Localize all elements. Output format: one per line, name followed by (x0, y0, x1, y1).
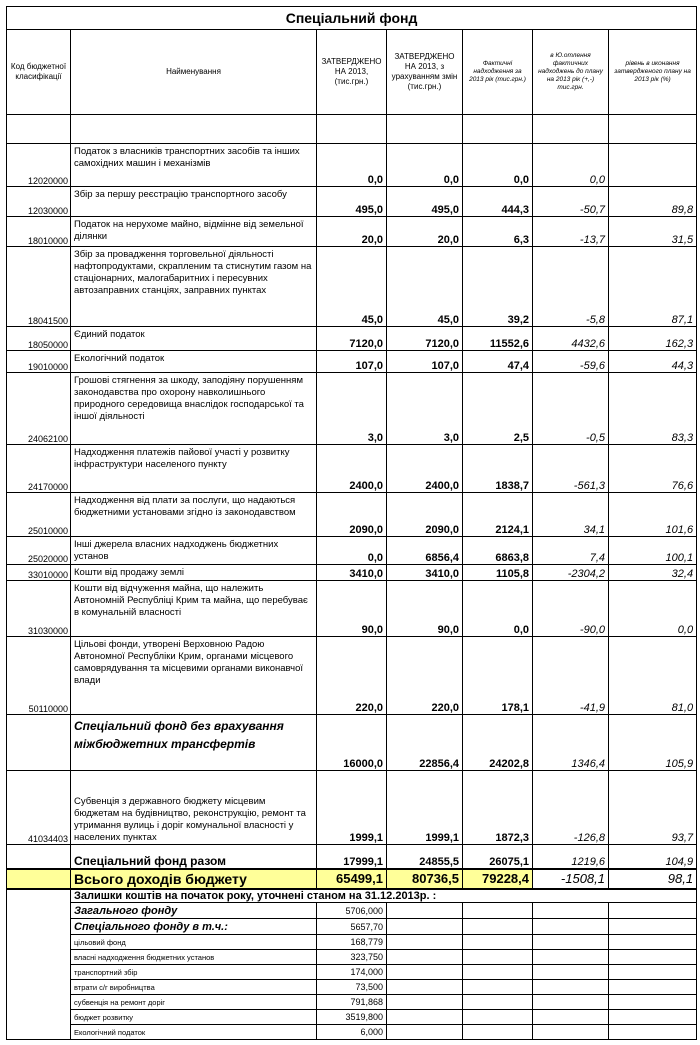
subtotal-row (7, 715, 697, 771)
table-row (7, 581, 697, 637)
balance-general-value: 5706,000 (317, 903, 387, 919)
row-approved-changes: 6856,4 (387, 537, 463, 565)
subvention-name: Субвенція з державного бюджету місцевим бюджетам на будівництво, реконструкцію, ремонт та утримання вулиць і доріг комунальної власності у населених пунктах (71, 771, 317, 845)
row-code: 18050000 (7, 327, 71, 351)
special-fund-sheet (6, 6, 696, 1040)
header-actual: Фактичні надходження за 2013 рік (тис.грн.) (463, 30, 533, 115)
grand-total-row (7, 869, 697, 889)
special-total-approved-changes: 24855,5 (387, 845, 463, 869)
balance-item-value: 73,500 (317, 980, 387, 995)
row-approved: 0,0 (317, 144, 387, 187)
balance-item-label: бюджет розвитку (71, 1010, 317, 1025)
balance-item-row (7, 965, 697, 980)
row-name: Екологічний податок (71, 351, 317, 373)
table-row (7, 351, 697, 373)
row-deviation: -2304,2 (533, 565, 609, 581)
table-title: Спеціальний фонд (7, 7, 697, 30)
balance-item-value: 174,000 (317, 965, 387, 980)
subvention-approved-changes: 1999,1 (387, 771, 463, 845)
row-level: 0,0 (609, 581, 697, 637)
row-actual: 2124,1 (463, 493, 533, 537)
balance-special-label: Спеціального фонду в т.ч.: (71, 919, 317, 935)
subvention-code: 41034403 (7, 771, 71, 845)
row-approved-changes: 2400,0 (387, 445, 463, 493)
special-total-name: Спеціальний фонд разом (71, 845, 317, 869)
subvention-deviation: -126,8 (533, 771, 609, 845)
header-approved: ЗАТВЕРДЖЕНО НА 2013, (тис.грн.) (317, 30, 387, 115)
grand-total-name: Всього доходів бюджету (71, 869, 317, 889)
row-actual: 444,3 (463, 187, 533, 217)
row-name: Збір за першу реєстрацію транспортного засобу (71, 187, 317, 217)
balance-item-row (7, 995, 697, 1010)
table-row (7, 187, 697, 217)
table-row (7, 247, 697, 327)
row-deviation: -90,0 (533, 581, 609, 637)
row-actual: 0,0 (463, 144, 533, 187)
row-deviation: -5,8 (533, 247, 609, 327)
row-level: 89,8 (609, 187, 697, 217)
subvention-approved: 1999,1 (317, 771, 387, 845)
row-deviation: 34,1 (533, 493, 609, 537)
row-level (609, 144, 697, 187)
row-approved: 220,0 (317, 637, 387, 715)
row-name: Цільові фонди, утворені Верховною Радою Автономної Республіки Крим, органами місцевого самоврядування та місцевими органами виконавчої влади (71, 637, 317, 715)
spacer-row (7, 115, 697, 144)
row-name: Податок з власників транспортних засобів та інших самохідних машин і механізмів (71, 144, 317, 187)
balance-item-row (7, 980, 697, 995)
row-actual: 178,1 (463, 637, 533, 715)
row-level: 44,3 (609, 351, 697, 373)
row-code: 33010000 (7, 565, 71, 581)
balance-item-label: транспортний збір (71, 965, 317, 980)
row-approved: 2090,0 (317, 493, 387, 537)
row-level: 100,1 (609, 537, 697, 565)
row-level: 87,1 (609, 247, 697, 327)
row-level: 83,3 (609, 373, 697, 445)
grand-total-approved: 65499,1 (317, 869, 387, 889)
table-row (7, 637, 697, 715)
balance-general-label: Загального фонду (71, 903, 317, 919)
row-name: Єдиний податок (71, 327, 317, 351)
balances-heading: Залишки коштів на початок року, уточнені станом на 31.12.2013р. : (71, 889, 697, 903)
balance-item-row (7, 950, 697, 965)
header-name: Найменування (71, 30, 317, 115)
row-name: Податок на нерухоме майно, відмінне від земельної ділянки (71, 217, 317, 247)
grand-total-deviation: -1508,1 (533, 869, 609, 889)
balances-heading-row (7, 889, 697, 903)
row-code: 19010000 (7, 351, 71, 373)
table-row (7, 537, 697, 565)
balance-item-row (7, 935, 697, 950)
row-approved: 3410,0 (317, 565, 387, 581)
table-row (7, 217, 697, 247)
balance-item-label: цільовий фонд (71, 935, 317, 950)
row-deviation: 0,0 (533, 144, 609, 187)
balance-item-value: 791,868 (317, 995, 387, 1010)
row-code: 50110000 (7, 637, 71, 715)
row-approved-changes: 0,0 (387, 144, 463, 187)
balance-item-value: 3519,800 (317, 1010, 387, 1025)
row-approved: 3,0 (317, 373, 387, 445)
row-code: 18041500 (7, 247, 71, 327)
row-approved: 495,0 (317, 187, 387, 217)
row-actual: 39,2 (463, 247, 533, 327)
grand-total-level: 98,1 (609, 869, 697, 889)
header-approved-changes: ЗАТВЕРДЖЕНО НА 2013, з урахуванням змін (тис.грн.) (387, 30, 463, 115)
row-approved-changes: 20,0 (387, 217, 463, 247)
row-actual: 1838,7 (463, 445, 533, 493)
header-level: рівень в иконання затвердженого плану на 2013 рік (%) (609, 30, 697, 115)
balance-general-row (7, 903, 697, 919)
row-approved: 107,0 (317, 351, 387, 373)
grand-total-actual: 79228,4 (463, 869, 533, 889)
table-row (7, 493, 697, 537)
row-actual: 2,5 (463, 373, 533, 445)
row-approved-changes: 3,0 (387, 373, 463, 445)
row-approved-changes: 3410,0 (387, 565, 463, 581)
header-deviation: в Ю.отлення фактичних надходжень до плану на 2013 рік (+,-) тис.грн. (533, 30, 609, 115)
table-row (7, 327, 697, 351)
row-name: Грошові стягнення за шкоду, заподіяну порушенням законодавства про охорону навколишнього природного середовища внаслідок господарської та іншої діяльності (71, 373, 317, 445)
row-approved-changes: 7120,0 (387, 327, 463, 351)
row-code: 31030000 (7, 581, 71, 637)
header-code: Код бюджетної класифікації (7, 30, 71, 115)
table-row (7, 445, 697, 493)
title-row (7, 7, 697, 30)
row-actual: 1105,8 (463, 565, 533, 581)
table-row (7, 565, 697, 581)
row-approved-changes: 107,0 (387, 351, 463, 373)
row-actual: 11552,6 (463, 327, 533, 351)
row-deviation: -0,5 (533, 373, 609, 445)
subvention-level: 93,7 (609, 771, 697, 845)
balance-item-row (7, 1025, 697, 1040)
row-actual: 6863,8 (463, 537, 533, 565)
header-row (7, 30, 697, 115)
balance-special-row (7, 919, 697, 935)
row-name: Надходження платежів пайової участі у розвитку інфраструктури населеного пункту (71, 445, 317, 493)
row-approved-changes: 495,0 (387, 187, 463, 217)
row-approved-changes: 45,0 (387, 247, 463, 327)
row-level: 101,6 (609, 493, 697, 537)
balance-special-value: 5657,70 (317, 919, 387, 935)
subtotal-deviation: 1346,4 (533, 715, 609, 771)
row-name: Збір за провадження торговельної діяльності нафтопродуктами, скрапленим та стиснутим газом на стаціонарних, малогабаритних і пересувних автозаправних станціях, заправних пунктах (71, 247, 317, 327)
balance-item-value: 6,000 (317, 1025, 387, 1040)
row-name: Інші джерела власних надходжень бюджетних установ (71, 537, 317, 565)
special-total-actual: 26075,1 (463, 845, 533, 869)
row-approved-changes: 90,0 (387, 581, 463, 637)
row-approved: 0,0 (317, 537, 387, 565)
row-code: 12030000 (7, 187, 71, 217)
row-code: 25010000 (7, 493, 71, 537)
row-level: 76,6 (609, 445, 697, 493)
subtotal-level: 105,9 (609, 715, 697, 771)
row-level: 162,3 (609, 327, 697, 351)
row-code: 18010000 (7, 217, 71, 247)
row-level: 31,5 (609, 217, 697, 247)
balance-item-label: субвенція на ремонт доріг (71, 995, 317, 1010)
row-level: 81,0 (609, 637, 697, 715)
subtotal-actual: 24202,8 (463, 715, 533, 771)
row-approved-changes: 220,0 (387, 637, 463, 715)
subtotal-name: Спеціальний фонд без врахування міжбюджетних трансфертів (71, 715, 317, 771)
row-deviation: 4432,6 (533, 327, 609, 351)
row-deviation: 7,4 (533, 537, 609, 565)
balance-item-label: власні надходження бюджетних установ (71, 950, 317, 965)
subvention-row (7, 771, 697, 845)
row-approved: 7120,0 (317, 327, 387, 351)
row-approved-changes: 2090,0 (387, 493, 463, 537)
row-name: Кошти від продажу землі (71, 565, 317, 581)
row-actual: 0,0 (463, 581, 533, 637)
row-deviation: -50,7 (533, 187, 609, 217)
balance-item-row (7, 1010, 697, 1025)
subvention-actual: 1872,3 (463, 771, 533, 845)
row-code: 24170000 (7, 445, 71, 493)
row-deviation: -561,3 (533, 445, 609, 493)
balance-item-value: 323,750 (317, 950, 387, 965)
row-deviation: -13,7 (533, 217, 609, 247)
row-approved: 20,0 (317, 217, 387, 247)
row-approved: 90,0 (317, 581, 387, 637)
row-code: 24062100 (7, 373, 71, 445)
row-actual: 6,3 (463, 217, 533, 247)
table-row (7, 373, 697, 445)
row-level: 32,4 (609, 565, 697, 581)
special-total-row (7, 845, 697, 869)
row-code: 25020000 (7, 537, 71, 565)
row-code: 12020000 (7, 144, 71, 187)
row-deviation: -59,6 (533, 351, 609, 373)
special-total-deviation: 1219,6 (533, 845, 609, 869)
row-approved: 2400,0 (317, 445, 387, 493)
table-row (7, 144, 697, 187)
special-fund-table (6, 6, 697, 1040)
special-total-approved: 17999,1 (317, 845, 387, 869)
subtotal-approved-changes: 22856,4 (387, 715, 463, 771)
row-deviation: -41,9 (533, 637, 609, 715)
subtotal-approved: 16000,0 (317, 715, 387, 771)
row-name: Надходження від плати за послуги, що надаються бюджетними установами згідно із законодавством (71, 493, 317, 537)
balance-item-label: Екологічний податок (71, 1025, 317, 1040)
balance-item-value: 168,779 (317, 935, 387, 950)
row-actual: 47,4 (463, 351, 533, 373)
grand-total-approved-changes: 80736,5 (387, 869, 463, 889)
special-total-level: 104,9 (609, 845, 697, 869)
row-name: Кошти від відчуження майна, що належить Автономній Республіці Крим та майна, що перебуває в комунальній власності (71, 581, 317, 637)
row-approved: 45,0 (317, 247, 387, 327)
balance-item-label: втрати с/г виробництва (71, 980, 317, 995)
